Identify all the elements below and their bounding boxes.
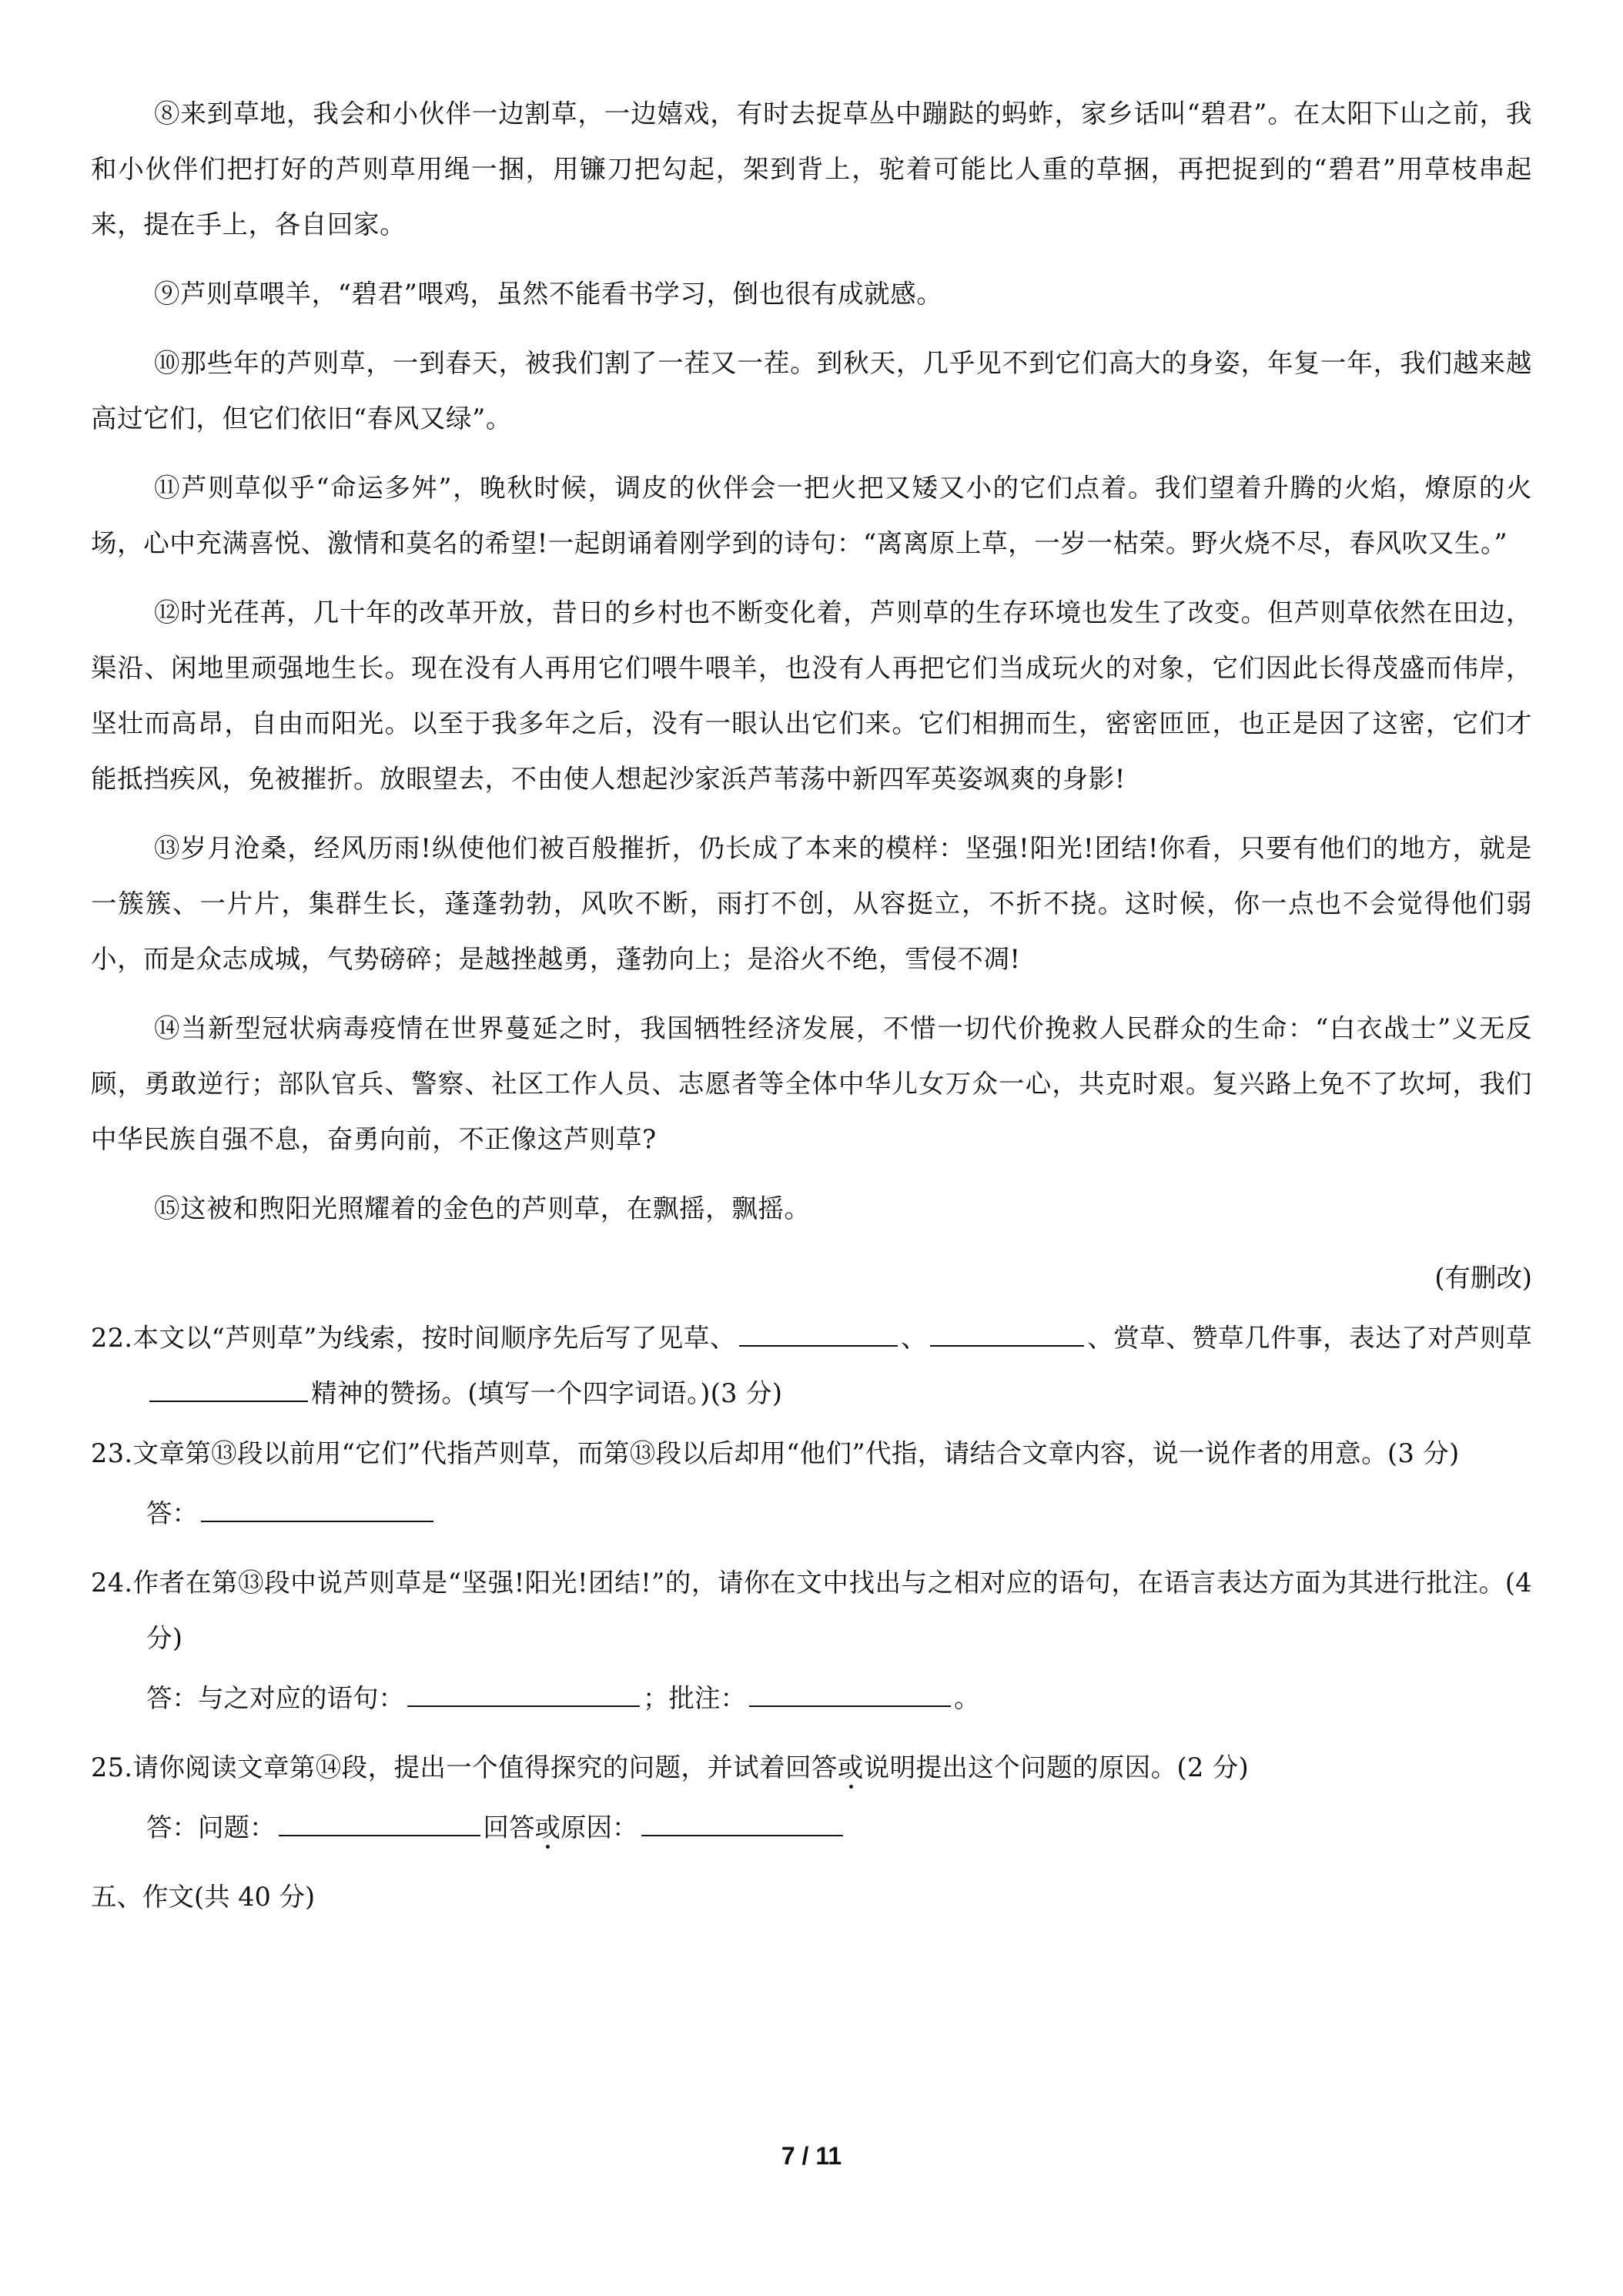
answer-25-emphasis-or: 或 <box>534 1812 561 1842</box>
question-22-part1: 22.本文以“芦则草”为线索，按时间顺序先后写了见草、 <box>91 1323 736 1353</box>
question-25-emphasis-or: 或 <box>837 1752 864 1782</box>
question-23: 23.文章第⑬段以前用“它们”代指芦则草，而第⑬段以后却用“他们”代指，请结合文章内容，说一说作者的用意。(3 分) <box>91 1438 1460 1468</box>
answer-23-label: 答： <box>146 1498 198 1528</box>
paragraph-13: ⑬岁月沧桑，经风历雨!纵使他们被百般摧折，仍长成了本来的模样：坚强!阳光!团结!你看，只要有他们的地方，就是一簇簇、一片片，集群生长，蓬蓬勃勃，风吹不断，雨打不创，从容挺立，不折不挠。这时候，你一点也不会觉得他们弱小，而是众志成城，气势磅碎；是越挫越勇，蓬勃向上；是浴火不绝，雪侵不凋! <box>91 833 1532 974</box>
answer-24-end: 。 <box>954 1683 980 1713</box>
paragraph-12: ⑫时光荏苒，几十年的改革开放，昔日的乡村也不断变化着，芦则草的生存环境也发生了改变。但芦则草依然在田边，渠沿、闲地里顽强地生长。现在没有人再用它们喂牛喂羊，也没有人再把它们当成玩火的对象，它们因此长得茂盛而伟岸，坚壮而高昂，自由而阳光。以至于我多年之后，没有一眼认出它们来。它们相拥而生，密密匝匝，也正是因了这密，它们才能抵挡疾风，免被摧折。放眼望去，不由使人想起沙家浜芦苇荡中新四军英姿飒爽的身影! <box>91 597 1532 794</box>
question-22-part3: 精神的赞扬。(填写一个四字词语。)(3 分) <box>311 1378 783 1408</box>
answer-24-note-label: ；批注： <box>643 1683 746 1713</box>
answer-23 <box>91 1486 1532 1541</box>
answer-24-label: 答：与之对应的语句： <box>146 1683 404 1713</box>
question-22 <box>91 1310 1532 1421</box>
section-title-composition: 五、作文(共 40 分) <box>91 1882 316 1912</box>
answer-25 <box>91 1800 1532 1856</box>
answer-24-note-blank[interactable] <box>749 1679 951 1707</box>
answer-24-sentence-blank[interactable] <box>407 1679 640 1707</box>
question-22-blank-1[interactable] <box>739 1319 898 1347</box>
paragraph-10: ⑩那些年的芦则草，一到春天，被我们割了一茬又一茬。到秋天，几乎见不到它们高大的身姿，年复一年，我们越来越高过它们，但它们依旧“春风又绿”。 <box>91 348 1532 433</box>
answer-24 <box>91 1671 1532 1726</box>
paragraph-14: ⑭当新型冠状病毒疫情在世界蔓延之时，我国牺牲经济发展，不惜一切代价挽救人民群众的生命：“白衣战士”义无反顾，勇敢逆行；部队官兵、警察、社区工作人员、志愿者等全体中华儿女万众一心，共克时艰。复兴路上免不了坎坷，我们中华民族自强不息，奋勇向前，不正像这芦则草? <box>91 1013 1532 1154</box>
answer-25-mid-b: 原因： <box>561 1812 638 1842</box>
source-note: (有删改) <box>1434 1263 1532 1293</box>
paragraph-9: ⑨芦则草喂羊，“碧君”喂鸡，虽然不能看书学习，倒也很有成就感。 <box>154 279 943 309</box>
paragraph-15: ⑮这被和煦阳光照耀着的金色的芦则草，在飘摇，飘摇。 <box>154 1193 811 1223</box>
answer-25-mid-a: 回答 <box>483 1812 535 1842</box>
question-22-part2: 、赏草、赞草几件事，表达了对芦则草 <box>1086 1323 1532 1353</box>
question-25-text-a: 25.请你阅读文章第⑭段，提出一个值得探究的问题，并试着回答 <box>91 1752 838 1782</box>
question-22-sep: 、 <box>900 1323 927 1353</box>
question-25 <box>91 1740 1532 1796</box>
answer-23-blank[interactable] <box>201 1494 433 1522</box>
question-25-text-b: 说明提出这个问题的原因。(2 分) <box>863 1752 1250 1782</box>
answer-25-reason-blank[interactable] <box>641 1809 843 1836</box>
question-22-blank-3[interactable] <box>149 1374 308 1402</box>
paragraph-11: ⑪芦则草似乎“命运多舛”，晚秋时候，调皮的伙伴会一把火把又矮又小的它们点着。我们望着升腾的火焰，燎原的火场，心中充满喜悦、激情和莫名的希望!一起朗诵着刚学到的诗句：“离离原上草，一岁一枯荣。野火烧不尽，春风吹又生。” <box>91 473 1532 558</box>
page-number: 7 / 11 <box>781 2142 842 2170</box>
question-24: 24.作者在第⑬段中说芦则草是“坚强!阳光!团结!”的，请你在文中找出与之相对应的语句，在语言表达方面为其进行批注。(4 分) <box>91 1568 1532 1653</box>
question-22-blank-2[interactable] <box>930 1319 1084 1347</box>
document-page <box>91 86 1532 1925</box>
answer-25-label: 答：问题： <box>146 1812 276 1842</box>
paragraph-8: ⑧来到草地，我会和小伙伴一边割草，一边嬉戏，有时去捉草丛中蹦跶的蚂蚱，家乡话叫“碧君”。在太阳下山之前，我和小伙伴们把打好的芦则草用绳一捆，用镰刀把勾起，架到背上，驼着可能比人重的草捆，再把捉到的“碧君”用草枝串起来，提在手上，各自回家。 <box>91 99 1532 239</box>
answer-25-question-blank[interactable] <box>279 1809 480 1836</box>
